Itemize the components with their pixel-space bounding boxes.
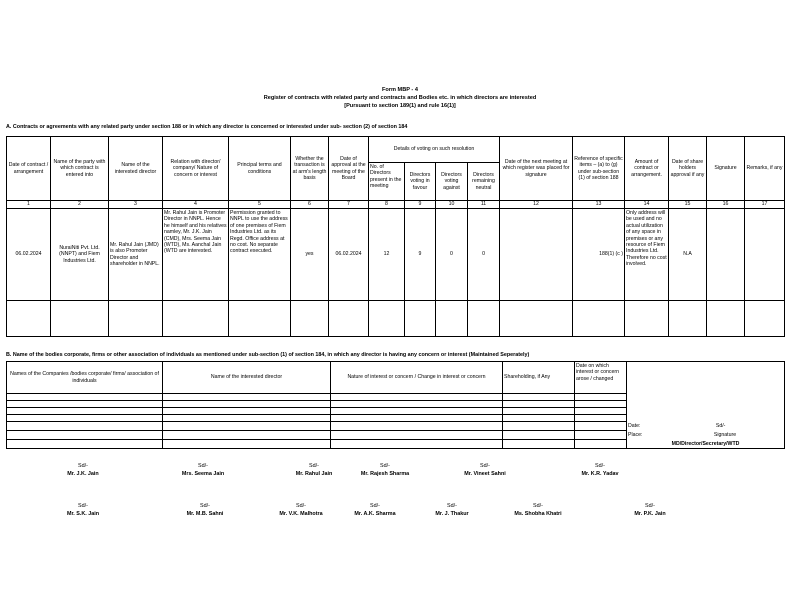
cell-arms-length: yes (291, 209, 329, 301)
col-header: Directors remaining neutral (468, 163, 500, 201)
sd-mark: Sd/- (370, 503, 380, 509)
column-number: 1 (7, 201, 51, 209)
section-b-table (6, 361, 785, 449)
signatory (440, 462, 530, 478)
column-number: 6 (291, 201, 329, 209)
column-number: 15 (669, 201, 707, 209)
col-header: Whether the transaction is at arm's length basis (291, 137, 329, 201)
sd-mark: Sd/- (296, 503, 306, 509)
sd-mark: Sd/- (198, 463, 208, 469)
voting-group-header: Details of voting on such resolution (369, 137, 500, 163)
signatory-name: Mr. M.B. Sahni (186, 511, 224, 517)
sd-mark: Sd/- (78, 503, 88, 509)
signatory (493, 502, 583, 518)
signatory (158, 462, 248, 478)
cell-neutral: 0 (468, 209, 500, 301)
col-header: Directors voting against (436, 163, 468, 201)
designation: MD/Director/Secretary/WTD (627, 440, 785, 449)
col-header: Date of contract / arrangement (7, 137, 51, 201)
cell-favour: 9 (405, 209, 436, 301)
col-header: Reference of specific items – (a) to (g) under sub-section (1) of section 188 (573, 137, 625, 201)
signatory-name: Mr. P.K. Jain (634, 511, 666, 517)
sd-mark: Sd/- (533, 503, 543, 509)
signatory-name: Mr. S.K. Jain (66, 511, 100, 517)
col-header: Signature (707, 137, 745, 201)
cell-relation: Mr. Rahul Jain is Promoter Director in NNPL. Hence he himself and his relatives namley, Mr. J.K. Jain (CMD), Mrs. Seema Jain (WTD), Ms. Aanchal Jain (WTD are interested. (163, 209, 229, 301)
cell-director: Mr. Rahul Jain (JMD) is also Promoter Director and shareholder in NNPL. (109, 209, 163, 301)
table-row (7, 209, 785, 301)
column-number: 12 (500, 201, 573, 209)
sd-mark: Sd/- (200, 503, 210, 509)
date-label: Date: (628, 422, 641, 429)
cell-amount: Only address will be used and no actual utilization of any space in premises or any resource of Fiem Industries Ltd. Therefore no cost involved. (625, 209, 669, 301)
signatory-name: Ms. Shobha Khatri (514, 511, 562, 517)
col-header: Name of the party with which contract is entered into (51, 137, 109, 201)
col-header: Name of the interested director (109, 137, 163, 201)
cell-present: 12 (369, 209, 405, 301)
cell-remarks (745, 209, 785, 301)
signatory-name: Mr. V.K. Malhotra (279, 511, 323, 517)
table-row (7, 301, 785, 337)
cell-next-meeting (500, 209, 573, 301)
column-number: 9 (405, 201, 436, 209)
sd-mark: Sd/- (447, 503, 457, 509)
cell-signature (707, 209, 745, 301)
pursuant-note: [Pursuant to section 189(1) and rule 16(1)] (344, 103, 456, 109)
section-b-title: B. Name of the bodies corporate, firms or other association of individuals as mentioned under sub-section (1) of section 184, in which any director is having any concern or interest (Maintained Seperately) (6, 352, 530, 358)
col-header: Names of the Companies /bodies corporate/ firms/ association of individuals (7, 362, 163, 394)
section-a-title: A. Contracts or agreements with any related party under section 188 or in which any director is concerned or interested under sub- section (2) of section 184 (6, 124, 408, 130)
signature-label: Signature (713, 431, 737, 438)
cell-party: NuraiNiti Pvt. Ltd. (NNPT) and Fiem Industries Ltd. (51, 209, 109, 301)
cell-shareholder-approval: N.A (669, 209, 707, 301)
column-number: 17 (745, 201, 785, 209)
form-title: Form MBP - 4 (382, 87, 418, 93)
col-header: Name of the interested director (163, 362, 331, 394)
sd-mark: Sd/- (480, 463, 490, 469)
col-header: Date of the next meeting at which register was placed for signature (500, 137, 573, 201)
col-header: Relation with director/ company/ Nature of concern or interest (163, 137, 229, 201)
cell-against: 0 (436, 209, 468, 301)
col-header: Nature of interest or concern / Change in interest or concern (331, 362, 503, 394)
sd-mark: Sd/- (78, 463, 88, 469)
column-number: 14 (625, 201, 669, 209)
signatory-name: Mr. Rajesh Sharma (360, 471, 410, 477)
signatory-name: Mr. A.K. Sharma (354, 511, 396, 517)
column-number: 3 (109, 201, 163, 209)
sd-mark: Sd/- (595, 463, 605, 469)
signatory (340, 462, 430, 478)
col-header: Amount of contract or arrangement. (625, 137, 669, 201)
col-header: Directors voting in favour (405, 163, 436, 201)
column-number: 5 (229, 201, 291, 209)
column-number: 16 (707, 201, 745, 209)
place-label: Place: (628, 431, 643, 438)
col-header: Shareholding, if Any (503, 362, 575, 394)
column-number: 13 (573, 201, 625, 209)
signatory (38, 502, 128, 518)
col-header: Date of share holders approval if any (669, 137, 707, 201)
column-number: 10 (436, 201, 468, 209)
col-header: Remarks, if any (745, 137, 785, 201)
sd-mark: Sd/- (380, 463, 390, 469)
cell-terms: Permission granted to NNPL to use the address of one premises of Fiem Industries Ltd. as its Regd. Office address at no cost. No separate contract executed. (229, 209, 291, 301)
signatory-name: Mr. Vineet Sahni (464, 471, 506, 477)
signatory-name: Mrs. Seema Jain (181, 471, 225, 477)
cell-approval-date: 06.02.2024 (329, 209, 369, 301)
signatory-name: Mr. J. Thakur (435, 511, 469, 517)
signatory (407, 502, 497, 518)
column-number: 4 (163, 201, 229, 209)
signatory-name: Mr. Rahul Jain (295, 471, 333, 477)
column-number: 11 (468, 201, 500, 209)
col-header: Principal terms and conditions (229, 137, 291, 201)
signatory (160, 502, 250, 518)
signatory-name: Mr. K.R. Yadav (581, 471, 619, 477)
col-header: Date on which interest or concern arose / changed (575, 362, 627, 394)
cell-reference: 188(1) (c ) (573, 209, 625, 301)
column-number: 2 (51, 201, 109, 209)
signatory (38, 462, 128, 478)
sd-mark: Sd/- (645, 503, 655, 509)
column-number: 7 (329, 201, 369, 209)
column-number: 8 (369, 201, 405, 209)
section-a-table (6, 136, 785, 337)
signatory (605, 502, 695, 518)
register-title: Register of contracts with related party and contracts and Bodies etc. in which directors are interested (263, 95, 537, 101)
sd-mark: Sd/- (715, 422, 726, 429)
signatory-name: Mr. J.K. Jain (67, 471, 99, 477)
col-header: Date of approval at the meeting of the Board (329, 137, 369, 201)
col-header: No. of Directors present in the meeting (369, 163, 405, 201)
sd-mark: Sd/- (309, 463, 319, 469)
signatory (555, 462, 645, 478)
cell-date: 06.02.2024 (7, 209, 51, 301)
